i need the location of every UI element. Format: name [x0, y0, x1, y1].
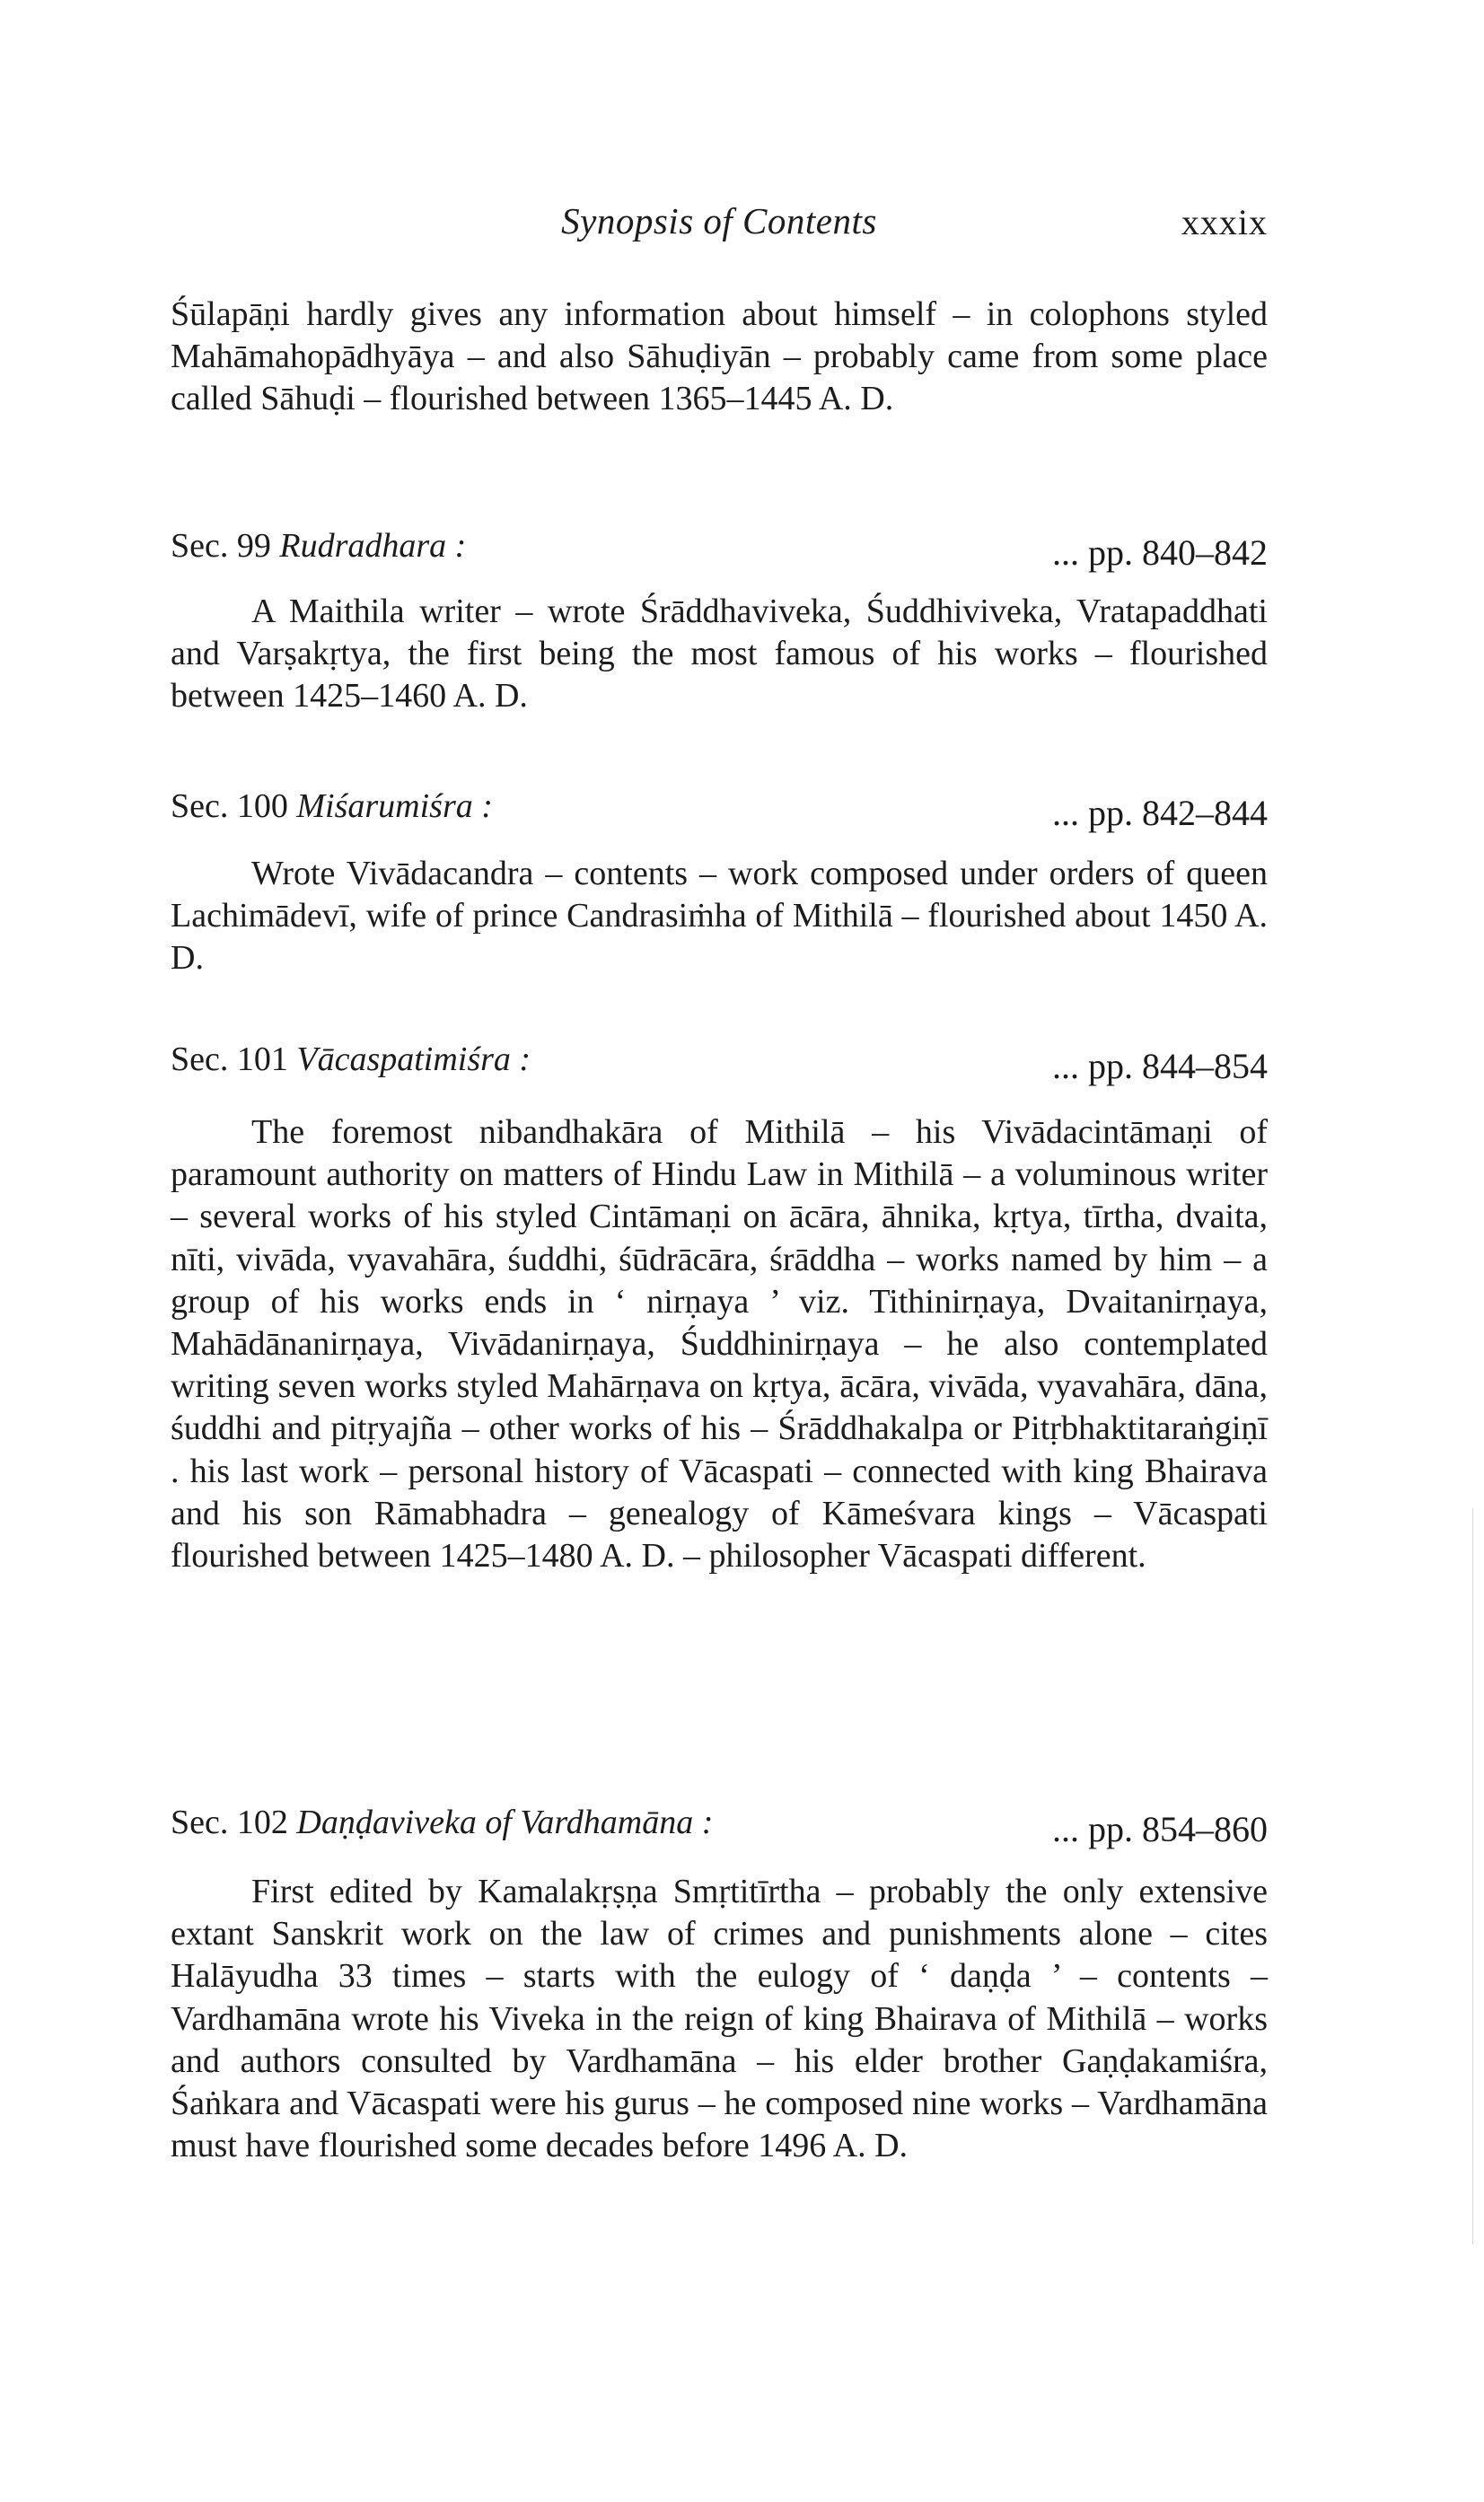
section-paragraph-100: Wrote Vivādacandra – contents – work composed under orders of queen Lachimādevī, wife of prince Candrasiṁha of Mithilā – flourished about 1450 A. D.: [171, 855, 1268, 978]
intro-paragraph: Śūlapāṇi hardly gives any information about himself – in colophons styled Mahāmahopādhyāya – and also Sāhuḍiyān – probably came from some place called Sāhuḍi – flourished between 1365–1445 A. D.: [171, 295, 1268, 418]
section-title-101: Vācaspatimiśra :: [296, 1040, 531, 1078]
section-title-100: Miśarumiśra :: [296, 787, 493, 825]
section-body-99: [171, 591, 1268, 718]
section-body-101: [171, 1111, 1268, 1577]
section-heading-99: [171, 526, 1268, 571]
section-heading-102: [171, 1803, 1268, 1848]
section-label-99: [171, 526, 466, 566]
section-paragraph-102: First edited by Kamalakṛṣṇa Smṛtitīrtha – probably the only extensive extant Sanskrit work on the law of crimes and punishments alone – cites Halāyudha 33 times – starts with the eulogy of ‘ daṇḍa ’ – contents – Vardhamāna wrote his Viveka in the reign of king Bhairava of Mithilā – works and authors consulted by Vardhamāna – his elder brother Gaṇḍakamiśra, Śaṅkara and Vācaspati were his gurus – he composed nine works – Vardhamāna must have flourished some decades before 1496 A. D.: [171, 1873, 1268, 2165]
section-paragraph-101: The foremost nibandhakāra of Mithilā – his Vivādacintāmaṇi of paramount authority on matters of Hindu Law in Mithilā – a voluminous writer – several works of his styled Cintāmaṇi on ācāra, āhnika, kṛtya, tīrtha, dvaita, nīti, vivāda, vyavahāra, śuddhi, śūdrācāra, śrāddha – works named by him – a group of his works ends in ‘ nirṇaya ’ viz. Tithinirṇaya, Dvaitanirṇaya, Mahādānanirṇaya, Vivādanirṇaya, Śuddhinirṇaya – he also contemplated writing seven works styled Mahārṇava on kṛtya, ācāra, vivāda, vyavahāra, dāna, śuddhi and pitṛyajña – other works of his – Śrāddhakalpa or Pitṛbhaktitaraṅgiṇī . his last work – personal history of Vācaspati – connected with king Bhairava and his son Rāmabhadra – genealogy of Kāmeśvara kings – Vācaspati flourished between 1425–1480 A. D. – philosopher Vācaspati different.: [171, 1113, 1268, 1576]
running-title: Synopsis of Contents: [561, 200, 877, 241]
section-number-99: Sec. 99: [171, 527, 271, 565]
section-heading-101: [171, 1040, 1268, 1084]
section-paragraph-99: A Maithila writer – wrote Śrāddhaviveka, Śuddhiviveka, Vratapaddhati and Varṣakṛtya, the first being the most famous of his works – flourished between 1425–1460 A. D.: [171, 593, 1268, 715]
section-label-102: [171, 1803, 713, 1842]
section-label-100: [171, 786, 493, 826]
section-number-102: Sec. 102: [171, 1804, 288, 1841]
section-body-102: [171, 1871, 1268, 2167]
section-number-100: Sec. 100: [171, 787, 288, 825]
section-title-102: Daṇḍaviveka of Vardhamāna :: [296, 1804, 714, 1841]
section-heading-100: [171, 786, 1268, 831]
page-number: xxxix: [1181, 202, 1268, 242]
intro-block: [171, 294, 1268, 421]
section-pages-100: ... pp. 842–844: [1052, 793, 1268, 833]
scan-edge-line: [1472, 1508, 1473, 2244]
section-title-99: Rudradhara :: [279, 527, 467, 565]
section-pages-102: ... pp. 854–860: [1052, 1809, 1268, 1849]
section-label-101: [171, 1040, 531, 1079]
page-header: [171, 199, 1268, 253]
section-body-100: [171, 853, 1268, 980]
section-number-101: Sec. 101: [171, 1040, 288, 1078]
section-pages-101: ... pp. 844–854: [1052, 1046, 1268, 1086]
section-pages-99: ... pp. 840–842: [1052, 532, 1268, 573]
